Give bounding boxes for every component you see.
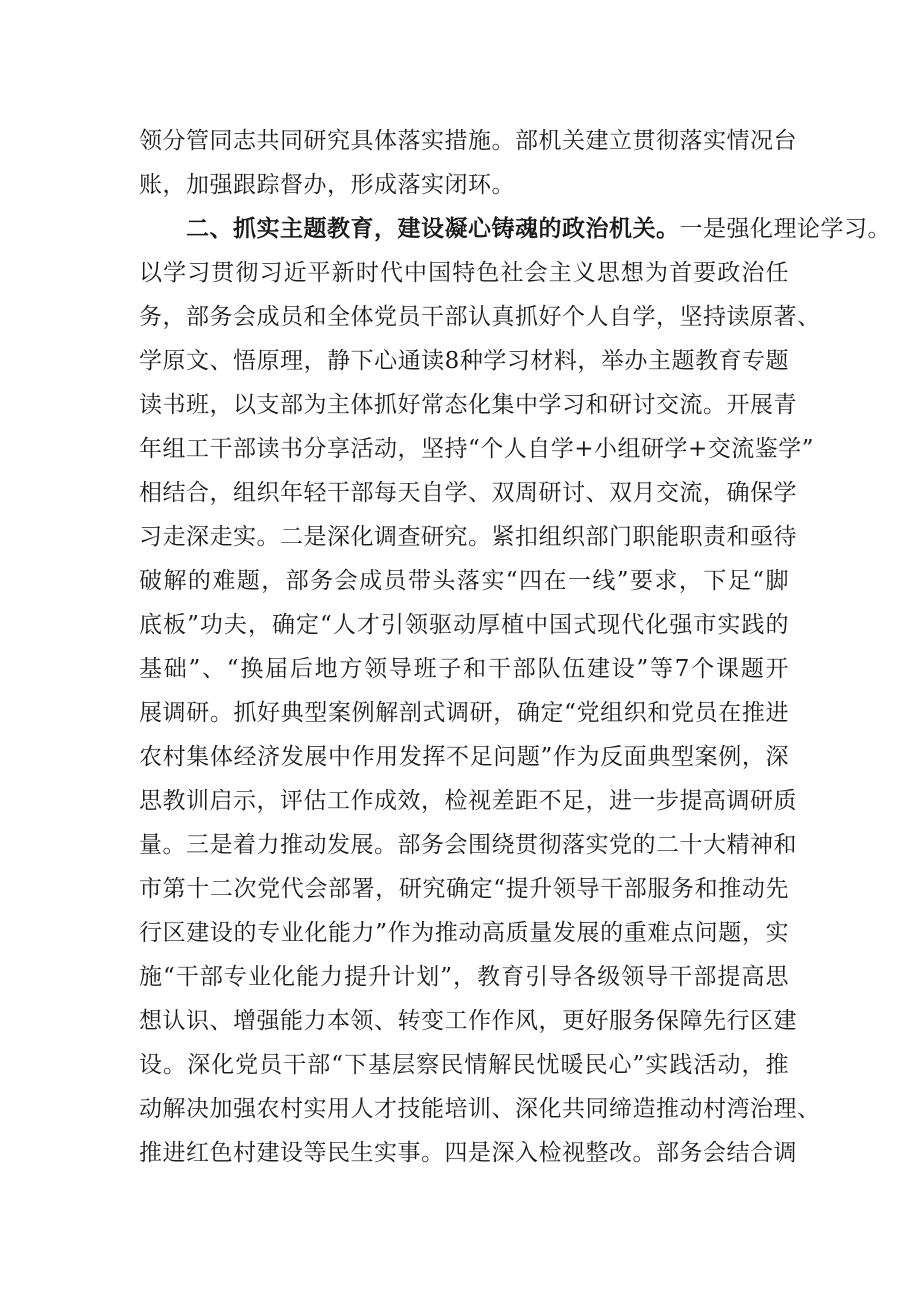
paragraph-line: 动解决加强农村实用人才技能培训、深化共同缔造推动村湾治理、 xyxy=(139,1096,821,1122)
paragraph-line: 年组工干部读书分享活动，坚持“个人自学+小组研学+交流鉴学” xyxy=(139,436,815,462)
paragraph-line: 习走深走实。二是深化调查研究。紧扣组织部门职能职责和亟待 xyxy=(139,524,797,550)
paragraph-line: 想认识、增强能力本领、转变工作作风，更好服务保障先行区建 xyxy=(139,1008,797,1034)
paragraph-line: 相结合，组织年轻干部每天自学、双周研讨、双月交流，确保学 xyxy=(139,480,797,506)
paragraph-line: 市第十二次党代会部署，研究确定“提升领导干部服务和推动先 xyxy=(139,876,789,902)
paragraph-line: 破解的难题，部务会成员带头落实“四在一线”要求，下足“脚 xyxy=(139,568,789,594)
paragraph-line: 思教训启示，评估工作成效，检视差距不足，进一步提高调研质 xyxy=(139,788,797,814)
section-heading-line xyxy=(186,207,891,251)
heading-line-rest: 一是强化理论学习。 xyxy=(679,216,891,242)
paragraph-line: 底板”功夫，确定“人才引领驱动厚植中国式现代化强市实践的 xyxy=(139,612,789,638)
paragraph-line: 账，加强跟踪督办，形成落实闭环。 xyxy=(139,172,515,198)
paragraph-line: 行区建设的专业化能力”作为推动高质量发展的重难点问题，实 xyxy=(139,920,789,946)
section-heading: 二、抓实主题教育，建设凝心铸魂的政治机关。 xyxy=(186,216,680,242)
paragraph-line: 学原文、悟原理，静下心通读8种学习材料，举办主题教育专题 xyxy=(139,348,789,374)
paragraph-line: 务，部务会成员和全体党员干部认真抓好个人自学，坚持读原著、 xyxy=(139,304,821,330)
paragraph-line: 以学习贯彻习近平新时代中国特色社会主义思想为首要政治任 xyxy=(139,260,789,286)
paragraph-line: 量。三是着力推动发展。部务会围绕贯彻落实党的二十大精神和 xyxy=(139,832,797,858)
paragraph-line: 农村集体经济发展中作用发挥不足问题”作为反面典型案例，深 xyxy=(139,744,789,770)
paragraph-line: 读书班，以支部为主体抓好常态化集中学习和研讨交流。开展青 xyxy=(139,392,797,418)
paragraph-line: 展调研。抓好典型案例解剖式调研，确定“党组织和党员在推进 xyxy=(139,700,789,726)
paragraph-line: 推进红色村建设等民生实事。四是深入检视整改。部务会结合调 xyxy=(139,1140,797,1166)
paragraph-line: 领分管同志共同研究具体落实措施。部机关建立贯彻落实情况台 xyxy=(139,128,797,154)
paragraph-line: 施“干部专业化能力提升计划”，教育引导各级领导干部提高思 xyxy=(139,964,789,990)
paragraph-line: 设。深化党员干部“下基层察民情解民忧暖民心”实践活动，推 xyxy=(139,1052,789,1078)
paragraph-line: 基础”、“换届后地方领导班子和干部队伍建设”等7个课题开 xyxy=(139,656,789,682)
